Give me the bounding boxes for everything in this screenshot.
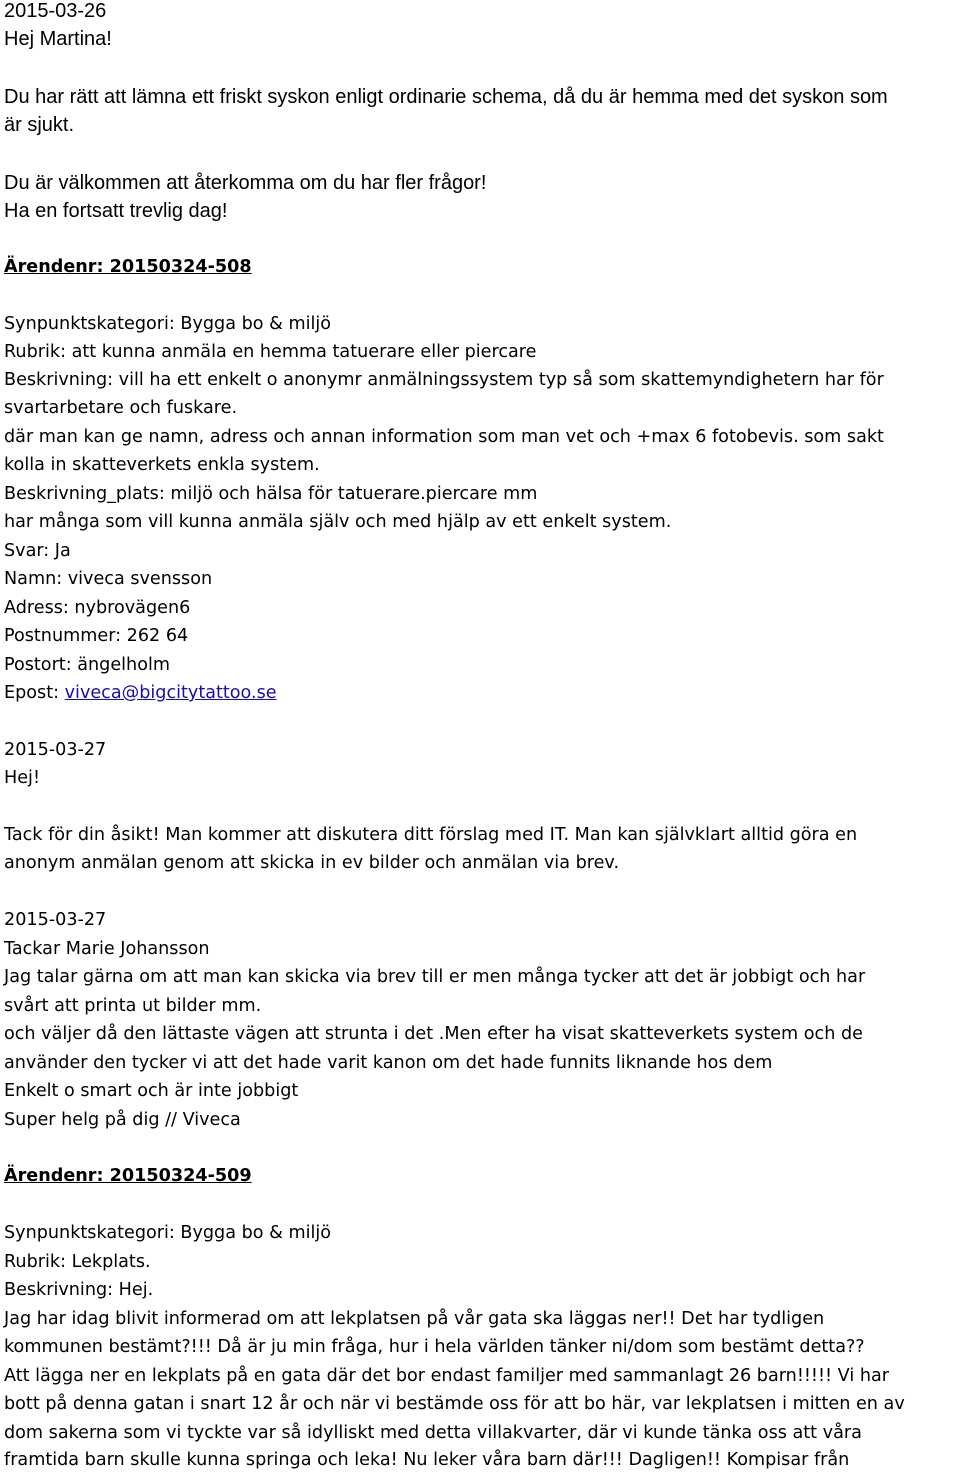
reply-line: Super helg på dig // Viveca — [4, 1110, 241, 1130]
reply-date: 2015-03-26 — [4, 0, 107, 22]
reply-line: Enkelt o smart och är inte jobbigt — [4, 1081, 299, 1101]
case-text-line: bott på denna gatan i snart 12 år och när vi bestämde oss för att bo här, var lekplatsen i mitten en av — [4, 1394, 905, 1414]
case-description-line: kolla in skatteverkets enkla system. — [4, 455, 320, 475]
reply-body-line: anonym anmälan genom att skicka in ev bilder och anmälan via brev. — [4, 853, 620, 873]
case-address: Adress: nybrovägen6 — [4, 598, 191, 618]
reply-body-line: Tack för din åsikt! Man kommer att diskutera ditt förslag med IT. Man kan självklart alltid göra en — [4, 825, 858, 845]
case-category: Synpunktskategori: Bygga bo & miljö — [4, 1223, 332, 1243]
case-description-line: Beskrivning: vill ha ett enkelt o anonymr anmälningssystem typ så som skattemyndighetern har för — [4, 370, 884, 390]
case-description-line: där man kan ge namn, adress och annan information som man vet och +max 6 fotobevis. som sakt — [4, 427, 884, 447]
reply-line: Jag talar gärna om att man kan skicka via brev till er men många tycker att det är jobbigt och har — [4, 967, 866, 987]
reply-body-line: Du har rätt att lämna ett friskt syskon enligt ordinarie schema, då du är hemma med det syskon som — [4, 86, 888, 108]
case-answer: Svar: Ja — [4, 541, 71, 561]
case-subject: Rubrik: att kunna anmäla en hemma tatuerare eller piercare — [4, 342, 537, 362]
case-text-line: framtida barn skulle kunna springa och leka! Nu leker våra barn där!!! Dagligen!! Kompisar från — [4, 1450, 850, 1470]
reply-line: svårt att printa ut bilder mm. — [4, 996, 262, 1016]
case-description-line: svartarbetare och fuskare. — [4, 398, 238, 418]
case-place-line: har många som vill kunna anmäla själv och med hjälp av ett enkelt system. — [4, 512, 672, 532]
case-text-line: dom sakerna som vi tyckte var så idylliskt med detta villakvarter, där vi kunde tänka oss att våra — [4, 1423, 862, 1443]
case-number-heading: Ärendenr: 20150324-508 — [4, 257, 252, 277]
reply-greeting: Hej Martina! — [4, 28, 112, 50]
case-email-label: Epost: — [4, 683, 65, 703]
case-category: Synpunktskategori: Bygga bo & miljö — [4, 314, 332, 334]
case-place-line: Beskrivning_plats: miljö och hälsa för tatuerare.piercare mm — [4, 484, 538, 504]
case-description: Beskrivning: Hej. — [4, 1280, 154, 1300]
case-text-line: kommunen bestämt?!!! Då är ju min fråga, hur i hela världen tänker ni/dom som bestämt detta?? — [4, 1337, 865, 1357]
case-text-line: Jag har idag blivit informerad om att lekplatsen på vår gata ska läggas ner!! Det har tydligen — [4, 1309, 825, 1329]
case-email-line — [4, 680, 277, 706]
reply-body-line: är sjukt. — [4, 114, 75, 136]
reply-closing-line: Ha en fortsatt trevlig dag! — [4, 200, 228, 222]
case-subject: Rubrik: Lekplats. — [4, 1252, 151, 1272]
case-number-heading: Ärendenr: 20150324-509 — [4, 1166, 252, 1186]
case-city: Postort: ängelholm — [4, 655, 170, 675]
case-postcode: Postnummer: 262 64 — [4, 626, 189, 646]
reply-line: Tackar Marie Johansson — [4, 939, 210, 959]
email-link[interactable]: viveca@bigcitytattoo.se — [64, 683, 277, 703]
reply-line: och väljer då den lättaste vägen att strunta i det .Men efter ha visat skatteverkets system och de — [4, 1024, 863, 1044]
reply-greeting: Hej! — [4, 768, 40, 788]
case-name: Namn: viveca svensson — [4, 569, 213, 589]
reply-date: 2015-03-27 — [4, 740, 107, 760]
reply-line: använder den tycker vi att det hade varit kanon om det hade funnits liknande hos dem — [4, 1053, 773, 1073]
reply-closing-line: Du är välkommen att återkomma om du har fler frågor! — [4, 172, 487, 194]
reply-date: 2015-03-27 — [4, 910, 107, 930]
case-text-line: Att lägga ner en lekplats på en gata där det bor endast familjer med sammanlagt 26 barn!!!!! Vi har — [4, 1366, 889, 1386]
